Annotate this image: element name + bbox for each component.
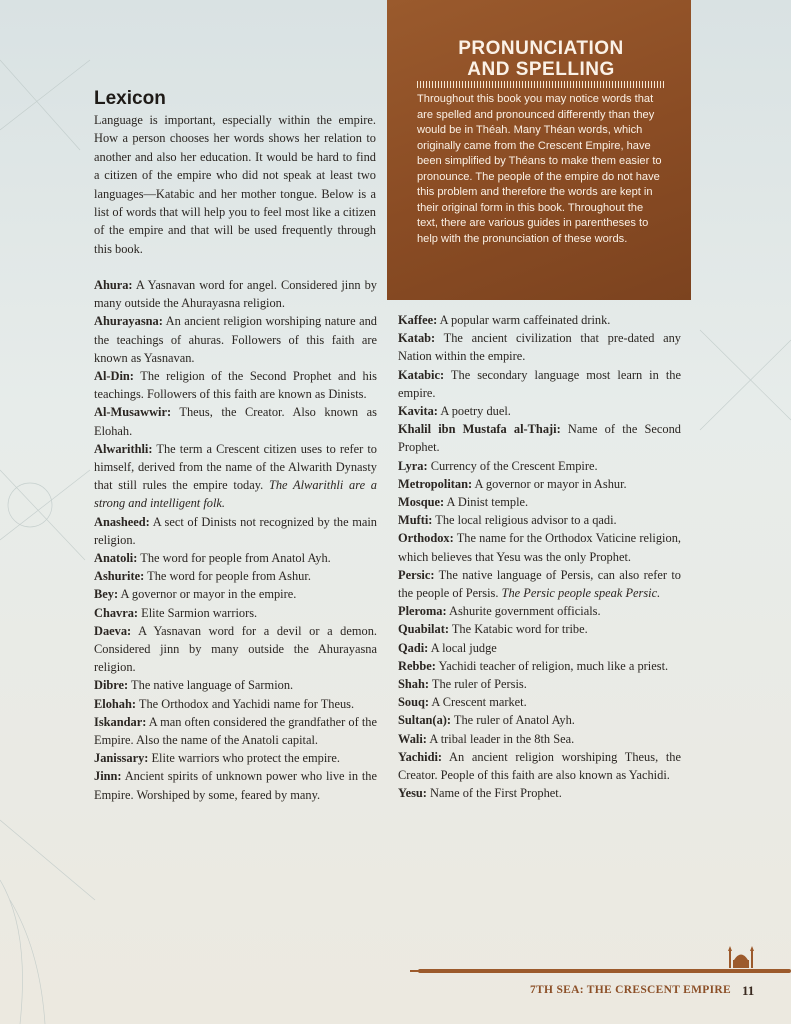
glossary-entry (398, 493, 681, 511)
glossary-definition: A Dinist temple. (444, 495, 529, 510)
glossary-entry (398, 784, 681, 802)
glossary-entry (398, 620, 681, 638)
glossary-definition: A man often considered the grandfather of the Empire. Also the name of the Anatoli capital. (94, 714, 377, 748)
glossary-entry (94, 749, 377, 767)
glossary-entry (398, 475, 681, 493)
glossary-example: The Persic people speak Persic. (501, 586, 661, 601)
glossary-term: Al-Musawwir: (94, 405, 172, 420)
sidebar-title-line2: AND SPELLING (467, 59, 615, 80)
sidebar-title (417, 38, 665, 80)
glossary-term: Rebbe: (398, 658, 436, 673)
glossary-column-right (398, 311, 681, 802)
glossary-term: Wali: (398, 731, 427, 746)
glossary-definition: Currency of the Crescent Empire. (427, 458, 598, 473)
glossary-definition: The local religious advisor to a qadi. (432, 513, 617, 528)
glossary-definition: The word for people from Ashur. (144, 569, 311, 584)
glossary-entry (398, 420, 681, 456)
glossary-entry (94, 312, 377, 367)
lexicon-intro: Language is important, especially within the empire. How a person chooses her words shows her relation to another and also her education. It would be hard to find a citizen of the empire who did not speak at least two languages—Katabic and her mother tongue. Below is a list of words that will help you to feel most like a citizen of the empire and that will be used frequently through this book. (94, 113, 376, 256)
glossary-definition: Name of the First Prophet. (426, 786, 562, 801)
glossary-term: Metropolitan: (398, 476, 473, 491)
glossary-term: Al-Din: (94, 369, 134, 384)
sidebar-body: Throughout this book you may notice words that are spelled and pronounced differently than they would be in Théah. Many Théan words, which originally came from the Crescent Empire, have been simplified by Théans to make them easier to pronounce. The people of the empire do not have this problem and therefore the words are kept in their original form in this book. Throughout the text, there are various guides in parentheses to help with the pronunciation of these words. (417, 93, 662, 245)
glossary-entry (94, 604, 377, 622)
glossary-entry (398, 730, 681, 748)
glossary-term: Janissary: (94, 751, 149, 766)
glossary-entry (398, 311, 681, 329)
glossary-entry (94, 403, 377, 439)
glossary-definition: The ruler of Anatol Ayh. (451, 713, 575, 728)
glossary-entry (398, 529, 681, 565)
glossary-entry (94, 513, 377, 549)
glossary-term: Khalil ibn Mustafa al-Thaji: (398, 422, 561, 437)
glossary-term: Bey: (94, 587, 119, 602)
glossary-definition: The ancient civilization that pre-dated any Nation within the empire. (398, 331, 681, 364)
glossary-entry (94, 585, 377, 603)
glossary-term: Dibre: (94, 678, 129, 693)
glossary-definition: A poetry duel. (437, 404, 511, 419)
sidebar-divider (417, 81, 665, 88)
glossary-entry (398, 639, 681, 657)
glossary-definition: Yachidi teacher of religion, much like a priest. (435, 658, 669, 673)
glossary-definition: Ashurite government officials. (446, 604, 601, 619)
glossary-entry (94, 367, 377, 403)
glossary-definition: A tribal leader in the 8th Sea. (426, 731, 575, 746)
glossary-entry (398, 711, 681, 729)
glossary-entry (398, 693, 681, 711)
glossary-entry (398, 329, 681, 365)
glossary-term: Anatoli: (94, 551, 138, 566)
glossary-term: Kavita: (398, 404, 438, 419)
glossary-definition: Elite warriors who protect the empire. (148, 751, 341, 766)
page-number: 11 (742, 983, 755, 998)
glossary-entry (398, 457, 681, 475)
glossary-term: Alwarithli: (94, 441, 153, 456)
glossary-term: Souq: (398, 695, 429, 710)
glossary-definition: An ancient religion worshiping Theus, the Creator. People of this faith are also known as Yachidi. (398, 749, 681, 783)
glossary-entry (398, 748, 681, 784)
glossary-definition: A Crescent market. (429, 695, 527, 710)
footer-rule (418, 969, 791, 973)
glossary-term: Elohah: (94, 696, 137, 711)
glossary-entry (94, 767, 377, 803)
glossary-term: Chavra: (94, 605, 139, 620)
glossary-entry (398, 602, 681, 620)
glossary-entry (94, 713, 377, 749)
glossary-entry (94, 549, 377, 567)
glossary-definition: The word for people from Anatol Ayh. (137, 551, 331, 566)
glossary-term: Ahura: (94, 278, 133, 292)
glossary-definition: The Orthodox and Yachidi name for Theus. (136, 696, 355, 711)
glossary-term: Ashurite: (94, 569, 145, 584)
glossary-definition: A governor or mayor in the empire. (118, 587, 297, 602)
lexicon-heading: Lexicon (94, 88, 166, 109)
glossary-entry (94, 622, 377, 677)
glossary-entry (398, 511, 681, 529)
glossary-entry (398, 366, 681, 402)
glossary-definition: The name for the Orthodox Vaticine religion, which believes that Yesu was the only Prophet. (398, 531, 681, 564)
glossary-definition: The secondary language most learn in the empire. (398, 367, 681, 400)
glossary-definition: The term a Crescent citizen uses to refer to himself, derived from the name of the Alwarith Dynasty that still rules the empire today. (94, 441, 377, 493)
glossary-definition: A sect of Dinists not recognized by the main religion. (94, 514, 377, 547)
footer-book-title: 7TH SEA: THE CRESCENT EMPIRE (530, 984, 731, 996)
glossary-term: Mosque: (398, 495, 445, 510)
glossary-term: Katab: (398, 331, 436, 346)
glossary-definition: The native language of Sarmion. (128, 678, 294, 693)
glossary-definition: The religion of the Second Prophet and his teachings. Followers of this faith are known as Dinists. (94, 369, 377, 402)
glossary-term: Jinn: (94, 769, 122, 784)
glossary-definition: The Katabic word for tribe. (448, 622, 588, 637)
glossary-definition: A governor or mayor in Ashur. (472, 476, 627, 491)
glossary-definition: A Yasnavan word for angel. Considered jinn by many outside the Ahurayasna religion. (94, 278, 377, 311)
glossary-definition: The native language of Persis, can also refer to the people of Persis. (398, 567, 681, 601)
glossary-definition: A Yasnavan word for a devil or a demon. Considered jinn by many outside the Ahurayasna religion. (94, 623, 377, 675)
glossary-entry (94, 695, 377, 713)
pronunciation-sidebar (387, 0, 691, 300)
glossary-entry (398, 675, 681, 693)
glossary-term: Daeva: (94, 623, 132, 638)
glossary-definition: An ancient religion worshiping nature and the teachings of ahuras. Followers of this faith are known as Yasnavan. (94, 314, 377, 365)
glossary-column-left (94, 276, 377, 804)
glossary-example: The Alwarithli are a strong and intelligent folk. (94, 478, 377, 511)
glossary-definition: A local judge (428, 640, 497, 655)
glossary-definition: The ruler of Persis. (429, 677, 527, 692)
glossary-term: Sultan(a): (398, 713, 452, 728)
glossary-term: Kaffee: (398, 313, 438, 327)
glossary-term: Katabic: (398, 367, 445, 382)
glossary-term: Iskandar: (94, 714, 147, 729)
glossary-term: Lyra: (398, 458, 428, 473)
glossary-term: Yesu: (398, 786, 427, 801)
glossary-definition: Theus, the Creator. Also known as Elohah. (94, 405, 377, 438)
glossary-term: Orthodox: (398, 531, 454, 546)
glossary-entry (398, 402, 681, 420)
glossary-term: Qadi: (398, 640, 429, 655)
glossary-entry (94, 276, 377, 312)
glossary-entry (398, 657, 681, 675)
glossary-term: Yachidi: (398, 749, 443, 764)
sidebar-title-line1: PRONUNCIATION (458, 38, 624, 59)
glossary-term: Ahurayasna: (94, 314, 163, 329)
glossary-term: Quabilat: (398, 622, 449, 637)
mosque-icon (726, 946, 756, 968)
glossary-term: Anasheed: (94, 514, 150, 529)
glossary-entry (94, 440, 377, 513)
glossary-entry (398, 566, 681, 602)
glossary-definition: Elite Sarmion warriors. (138, 605, 258, 620)
glossary-term: Mufti: (398, 513, 433, 528)
glossary-definition: Name of the Second Prophet. (398, 422, 681, 455)
glossary-term: Pleroma: (398, 604, 447, 619)
glossary-entry (94, 567, 377, 585)
glossary-definition: Ancient spirits of unknown power who live in the Empire. Worshiped by some, feared by many. (94, 769, 377, 802)
glossary-term: Persic: (398, 567, 435, 582)
glossary-term: Shah: (398, 677, 429, 692)
glossary-entry (94, 676, 377, 694)
glossary-definition: A popular warm caffeinated drink. (437, 313, 611, 327)
